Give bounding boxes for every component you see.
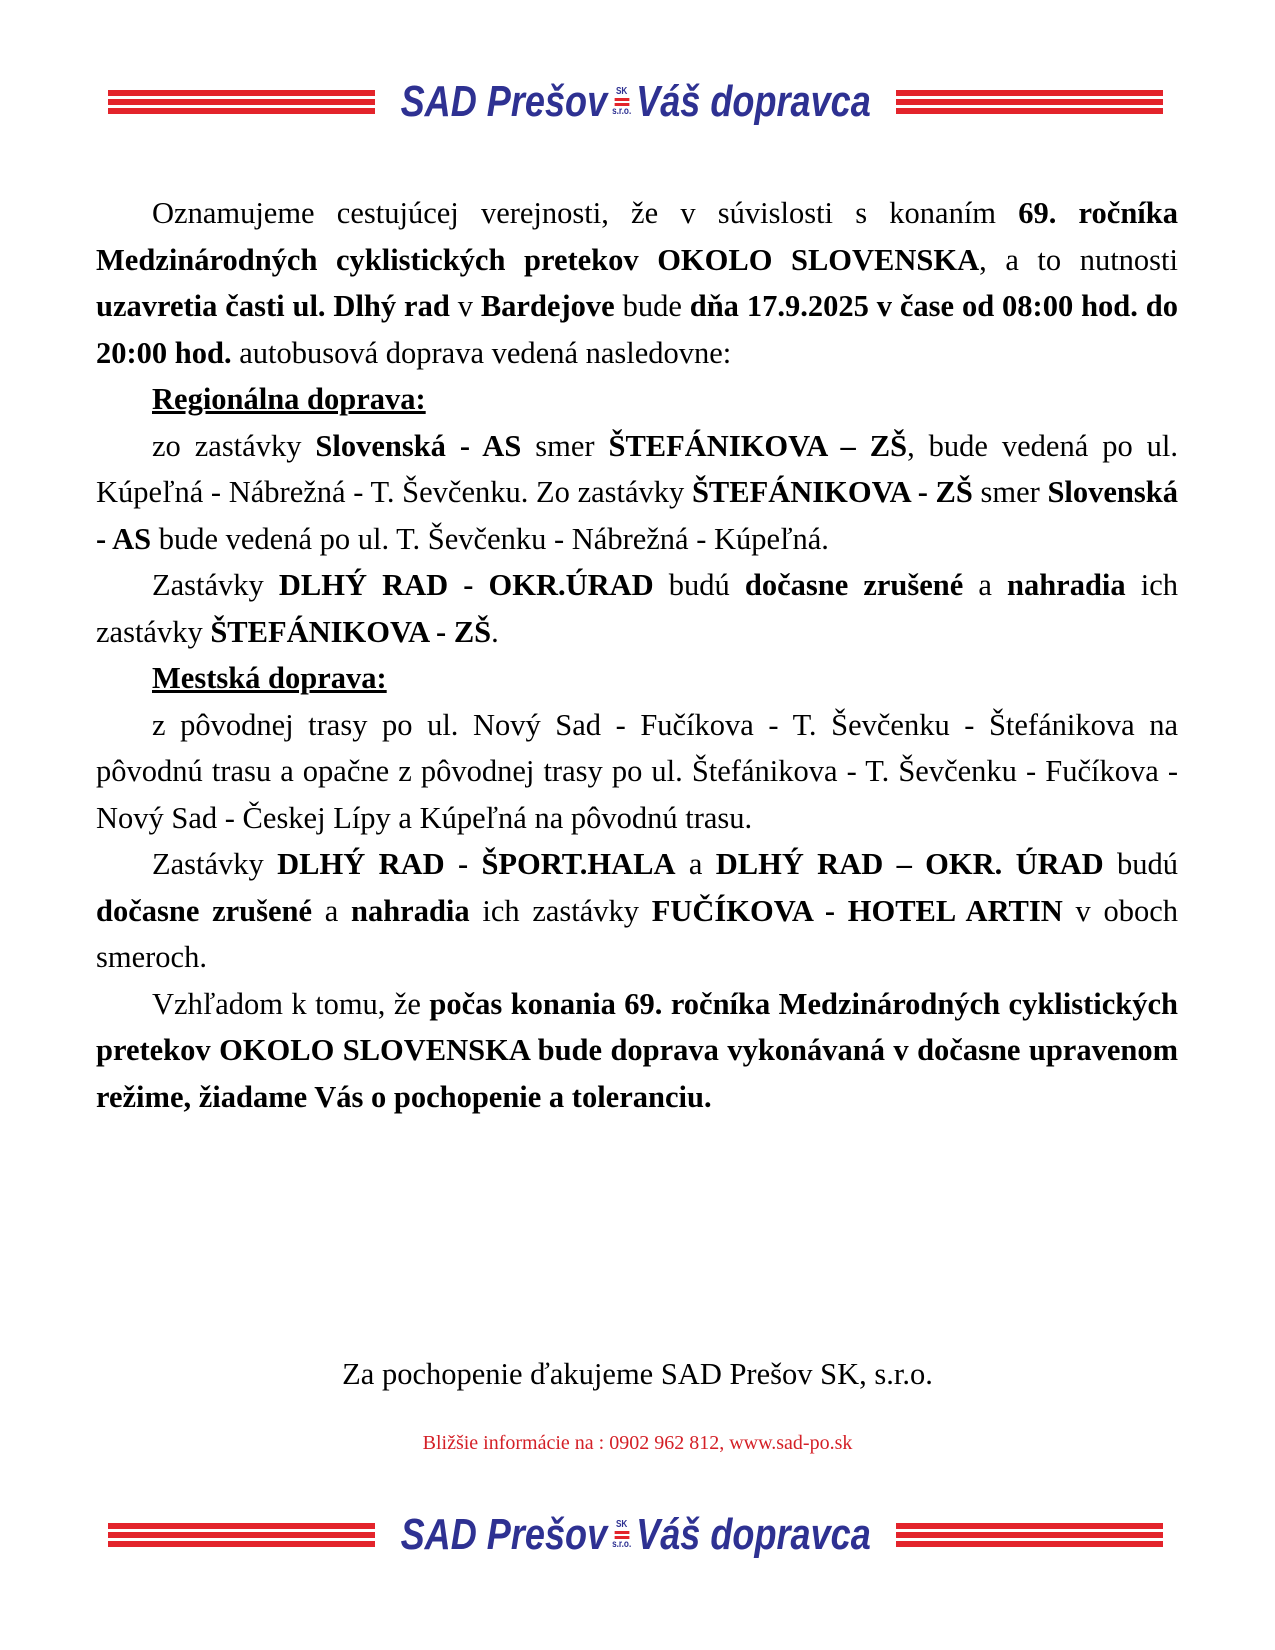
logo-name: SAD Prešov (400, 77, 607, 126)
stripes-right (896, 1521, 1163, 1549)
regional-stops: Zastávky DLHÝ RAD - OKR.ÚRAD budú dočasne zrušené a nahradia ich zastávky ŠTEFÁNIKOVA - ZŠ. (96, 568, 1178, 649)
city-route: z pôvodnej trasy po ul. Nový Sad - Fučíkova - T. Ševčenku - Štefánikova na pôvodnú trasu a opačne z pôvodnej trasy po ul. Štefánikova - T. Ševčenku - Fučíkova - Nový Sad - Českej Lípy a Kúpeľná na pôvodnú trasu. (96, 707, 1178, 835)
stripes-right (896, 88, 1163, 116)
logo-name: SAD Prešov (400, 1510, 607, 1559)
stripes-left (108, 1521, 375, 1549)
logo-slogan: Váš dopravca (635, 1510, 871, 1559)
header-banner (108, 72, 1163, 132)
logo-mark: SK s.r.o. (611, 86, 632, 117)
company-logo (389, 77, 882, 127)
city-stops: Zastávky DLHÝ RAD - ŠPORT.HALA a DLHÝ RAD – OKR. ÚRAD budú dočasne zrušené a nahradia ich zastávky FUČÍKOVA - HOTEL ARTIN v oboch smeroch. (96, 847, 1178, 974)
company-logo (389, 1510, 882, 1560)
city-heading: Mestská doprava: (152, 661, 387, 695)
thanks-line: Za pochopenie ďakujeme SAD Prešov SK, s.r.o. (342, 1357, 933, 1391)
notice-body (96, 190, 1178, 1120)
closing-paragraph: Vzhľadom k tomu, že počas konania 69. ročníka Medzinárodných cyklistických pretekov OKOLO SLOVENSKA bude doprava vykonávaná v dočasne upravenom režime, žiadame Vás o pochopenie a toleranciu. (96, 986, 1178, 1114)
stripes-left (108, 88, 375, 116)
contact-info: Bližšie informácie na : 0902 962 812, www.sad-po.sk (422, 1432, 853, 1454)
regional-heading: Regionálna doprava: (152, 382, 426, 416)
intro-paragraph: Oznamujeme cestujúcej verejnosti, že v súvislosti s konaním 69. ročníka Medzinárodných cyklistických pretekov OKOLO SLOVENSKA, a to nutnosti uzavretia časti ul. Dlhý rad v Bardejove bude dňa 17.9.2025 v čase od 08:00 hod. do 20:00 hod. autobusová doprava vedená nasledovne: (96, 196, 1179, 370)
logo-slogan: Váš dopravca (635, 77, 871, 126)
footer-banner (108, 1505, 1163, 1565)
regional-route: zo zastávky Slovenská - AS smer ŠTEFÁNIKOVA – ZŠ, bude vedená po ul. Kúpeľná - Nábrežná - T. Ševčenku. Zo zastávky ŠTEFÁNIKOVA - ZŠ smer Slovenská - AS bude vedená po ul. T. Ševčenku - Nábrežná - Kúpeľná. (96, 428, 1178, 556)
logo-mark: SK s.r.o. (611, 1519, 632, 1550)
